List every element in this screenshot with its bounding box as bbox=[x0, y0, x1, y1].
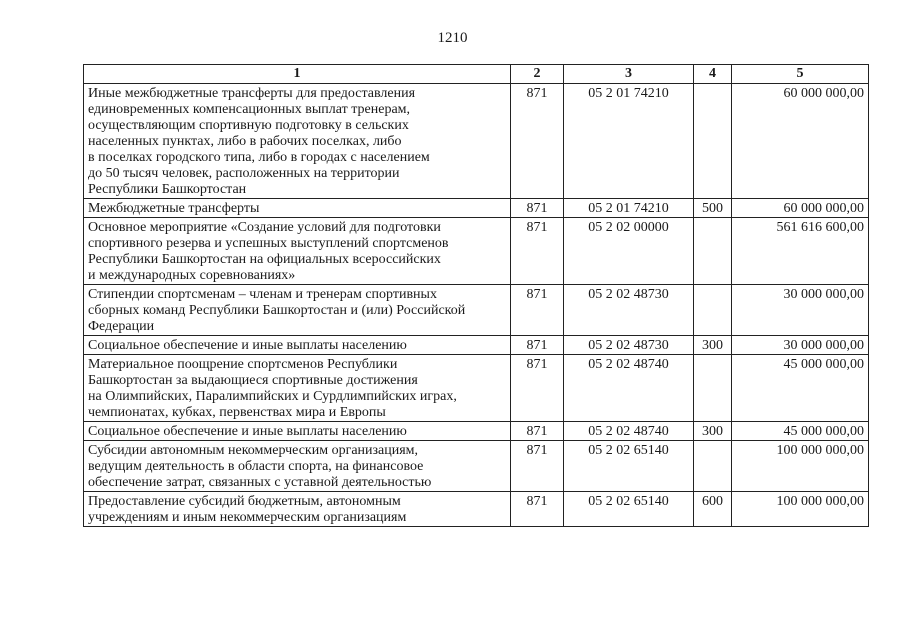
row-name-line: Основное мероприятие «Создание условий для подготовки bbox=[88, 220, 441, 235]
row-kvr-cell bbox=[694, 355, 732, 422]
table-row bbox=[84, 84, 869, 199]
row-amount-cell: 561 616 600,00 bbox=[732, 218, 869, 285]
row-ministry-cell: 871 bbox=[511, 492, 564, 527]
row-ministry-cell: 871 bbox=[511, 285, 564, 336]
table-row bbox=[84, 336, 869, 355]
row-name-line: Иные межбюджетные трансферты для предоставления bbox=[88, 86, 416, 101]
row-ministry-cell: 871 bbox=[511, 336, 564, 355]
row-code-cell: 05 2 02 48740 bbox=[564, 422, 694, 441]
table-body bbox=[84, 84, 869, 527]
row-amount-cell: 100 000 000,00 bbox=[732, 441, 869, 492]
budget-table bbox=[83, 64, 869, 527]
row-name-line: Социальное обеспечение и иные выплаты населению bbox=[88, 338, 407, 353]
row-amount-cell: 30 000 000,00 bbox=[732, 336, 869, 355]
row-name-line: Республики Башкортостан на официальных всероссийских bbox=[88, 252, 441, 267]
page-number: 1210 bbox=[437, 30, 468, 46]
row-ministry-cell: 871 bbox=[511, 84, 564, 199]
row-name-line: осуществляющим спортивную подготовку в сельских bbox=[88, 118, 409, 133]
row-name-cell bbox=[84, 285, 511, 336]
row-amount-cell: 45 000 000,00 bbox=[732, 355, 869, 422]
row-name-cell bbox=[84, 336, 511, 355]
row-name-cell bbox=[84, 218, 511, 285]
row-code-cell: 05 2 02 65140 bbox=[564, 492, 694, 527]
row-name-line: обеспечение затрат, связанных с уставной деятельностью bbox=[88, 475, 432, 490]
row-name-line: в поселках городского типа, либо в городах с населением bbox=[88, 150, 430, 165]
row-amount-cell: 60 000 000,00 bbox=[732, 84, 869, 199]
row-name-line: до 50 тысяч человек, расположенных на территории bbox=[88, 166, 400, 181]
row-name-line: единовременных компенсационных выплат тренерам, bbox=[88, 102, 411, 117]
row-name-line: сборных команд Республики Башкортостан и (или) Российской bbox=[88, 303, 466, 318]
row-name-line: Республики Башкортостан bbox=[88, 182, 247, 197]
row-kvr-cell bbox=[694, 84, 732, 199]
row-code-cell: 05 2 01 74210 bbox=[564, 84, 694, 199]
table-row bbox=[84, 355, 869, 422]
row-code-cell: 05 2 02 48730 bbox=[564, 285, 694, 336]
row-ministry-cell: 871 bbox=[511, 218, 564, 285]
row-kvr-cell bbox=[694, 218, 732, 285]
row-name-cell bbox=[84, 355, 511, 422]
row-name-line: Материальное поощрение спортсменов Республики bbox=[88, 357, 398, 372]
table-row bbox=[84, 441, 869, 492]
row-amount-cell: 100 000 000,00 bbox=[732, 492, 869, 527]
row-ministry-cell: 871 bbox=[511, 441, 564, 492]
row-code-cell: 05 2 01 74210 bbox=[564, 199, 694, 218]
row-name-line: ведущим деятельность в области спорта, на финансовое bbox=[88, 459, 424, 474]
table-row bbox=[84, 199, 869, 218]
row-name-line: Межбюджетные трансферты bbox=[88, 201, 260, 216]
row-name-line: спортивного резерва и успешных выступлений спортсменов bbox=[88, 236, 449, 251]
header-col-ministry: 2 bbox=[511, 65, 564, 84]
row-name-cell bbox=[84, 84, 511, 199]
row-code-cell: 05 2 02 00000 bbox=[564, 218, 694, 285]
table-row bbox=[84, 285, 869, 336]
row-ministry-cell: 871 bbox=[511, 422, 564, 441]
row-name-cell bbox=[84, 422, 511, 441]
header-col-kvr: 4 bbox=[694, 65, 732, 84]
row-kvr-cell: 300 bbox=[694, 422, 732, 441]
row-code-cell: 05 2 02 48730 bbox=[564, 336, 694, 355]
row-name-cell bbox=[84, 492, 511, 527]
header-col-name: 1 bbox=[84, 65, 511, 84]
table-row bbox=[84, 218, 869, 285]
row-name-cell bbox=[84, 441, 511, 492]
row-name-line: учреждениям и иным некоммерческим организациям bbox=[88, 510, 407, 525]
row-name-cell bbox=[84, 199, 511, 218]
table-row bbox=[84, 422, 869, 441]
row-code-cell: 05 2 02 48740 bbox=[564, 355, 694, 422]
header-col-code: 3 bbox=[564, 65, 694, 84]
row-kvr-cell bbox=[694, 285, 732, 336]
table-header bbox=[84, 65, 869, 84]
row-amount-cell: 60 000 000,00 bbox=[732, 199, 869, 218]
row-name-line: Предоставление субсидий бюджетным, автономным bbox=[88, 494, 401, 509]
row-name-line: на Олимпийских, Паралимпийских и Сурдлимпийских играх, bbox=[88, 389, 457, 404]
row-name-line: населенных пунктах, либо в рабочих поселках, либо bbox=[88, 134, 402, 149]
row-name-line: Субсидии автономным некоммерческим организациям, bbox=[88, 443, 419, 458]
table-row bbox=[84, 492, 869, 527]
row-name-line: Стипендии спортсменам – членам и тренерам спортивных bbox=[88, 287, 437, 302]
header-row bbox=[84, 65, 869, 84]
row-kvr-cell: 500 bbox=[694, 199, 732, 218]
row-kvr-cell: 300 bbox=[694, 336, 732, 355]
row-code-cell: 05 2 02 65140 bbox=[564, 441, 694, 492]
row-amount-cell: 30 000 000,00 bbox=[732, 285, 869, 336]
row-name-line: чемпионатах, кубках, первенствах мира и Европы bbox=[88, 405, 386, 420]
row-amount-cell: 45 000 000,00 bbox=[732, 422, 869, 441]
row-name-line: Башкортостан за выдающиеся спортивные достижения bbox=[88, 373, 418, 388]
row-ministry-cell: 871 bbox=[511, 355, 564, 422]
row-name-line: Федерации bbox=[88, 319, 155, 334]
row-name-line: и международных соревнованиях» bbox=[88, 268, 296, 283]
row-name-line: Социальное обеспечение и иные выплаты населению bbox=[88, 424, 407, 439]
row-kvr-cell: 600 bbox=[694, 492, 732, 527]
row-ministry-cell: 871 bbox=[511, 199, 564, 218]
header-col-amount: 5 bbox=[732, 65, 869, 84]
row-kvr-cell bbox=[694, 441, 732, 492]
